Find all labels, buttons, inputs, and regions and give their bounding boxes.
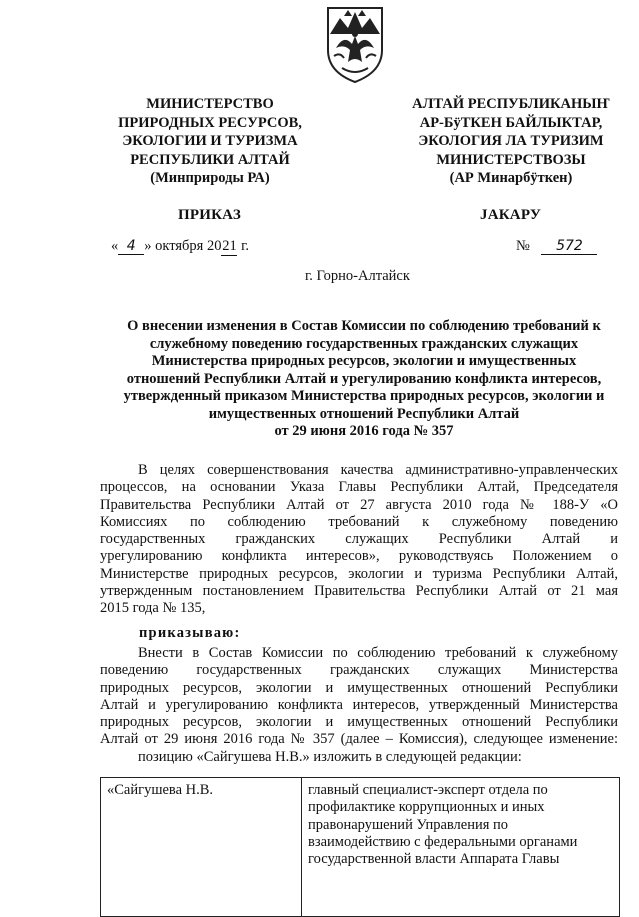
header-line: МИНИСТЕРСТВОЗЫ <box>436 151 586 168</box>
header-line: (АР Минарбÿткен) <box>449 170 573 186</box>
header-line: ЭКОЛОГИИ И ТУРИЗМА <box>122 133 298 149</box>
title-line: О внесении изменения в Состав Комиссии по соблюдению требований к <box>127 318 601 334</box>
date-day: 4 <box>118 238 144 255</box>
paragraph-line: Правительства Республики Алтай от 27 августа 2010 года № 188-У «О <box>100 496 618 513</box>
paragraph-line: утвержденным постановлением Правительства Республики Алтай от 21 мая <box>100 583 618 600</box>
paragraph-line: процессов, на основании Указа Главы Республики Алтай, Председателя <box>100 479 618 496</box>
date-year-suffix: 21 <box>222 238 237 254</box>
city: г. Горно-Алтайск <box>305 268 410 284</box>
position-line: профилактике коррупционных и иных <box>308 799 545 816</box>
member-name-cell: «Сайгушева Н.В. <box>101 778 302 917</box>
order-number <box>516 238 597 255</box>
document-title <box>100 318 628 441</box>
commission-member-table <box>100 777 620 917</box>
header-line: АР-БÿТКЕН БАЙЛЫКТАР, <box>419 114 603 131</box>
title-line: утвержденный приказом Министерства природных ресурсов, экологии и <box>123 388 605 404</box>
title-line: отношений Республики Алтай и урегулированию конфликта интересов, <box>126 370 602 387</box>
paragraph-line: природных ресурсов, экологии и имущественных отношений Республики <box>100 679 618 696</box>
order-date <box>111 238 249 256</box>
number-value: 572 <box>541 238 597 255</box>
paragraph-line: В целях совершенствования качества административно-управленческих <box>138 462 618 478</box>
title-line: имущественных отношений Республики Алтай <box>208 405 520 422</box>
paragraph-line: поведению государственных гражданских служащих Министерства <box>100 662 618 679</box>
date-year-mark: г. <box>241 238 250 254</box>
date-month: октября <box>155 238 204 254</box>
header-line: МИНИСТЕРСТВО <box>146 96 274 112</box>
paragraph-line: Комиссиях по соблюдению требований к служебному поведению <box>100 513 618 530</box>
header-line: ЭКОЛОГИЯ ЛА ТУРИЗИМ <box>418 133 604 149</box>
header-line: АЛТАЙ РЕСПУБЛИКАНЫҤ <box>412 96 610 112</box>
order-word: приказываю: <box>139 625 241 641</box>
paragraph-line: 2015 года № 135, <box>100 600 206 617</box>
paragraph-line: природных ресурсов, экологии и имущественных отношений Республики <box>100 714 618 731</box>
amendment-paragraph <box>100 645 618 766</box>
paragraph-line: Министерстве природных ресурсов, экологии и туризма Республики Алтай, <box>100 565 618 582</box>
position-line: взаимодействию с федеральными органами <box>308 833 578 850</box>
paragraph-line: урегулированию конфликта интересов», руководствуясь Положением о <box>100 548 618 565</box>
paragraph-line: Внести в Состав Комиссии по соблюдению требований к служебному <box>138 645 618 661</box>
header-line: (Минприроды РА) <box>150 170 270 186</box>
doc-type-altai: JАКАРУ <box>480 207 542 223</box>
header-line: РЕСПУБЛИКИ АЛТАЙ <box>130 151 290 168</box>
position-line: главный специалист-эксперт отдела по <box>308 782 548 798</box>
preamble-paragraph <box>100 462 618 618</box>
number-label: № <box>516 238 530 254</box>
paragraph-line: Алтай от 29 июня 2016 года № 357 (далее – Комиссия), следующее изменение: <box>100 731 618 748</box>
title-line: служебному поведению государственных гражданских служащих <box>149 335 579 352</box>
title-line: Министерства природных ресурсов, экологии и имущественных <box>151 353 577 369</box>
altai-republic-emblem-icon <box>322 4 388 84</box>
ministry-header-altai <box>396 95 626 188</box>
position-line: государственной власти Аппарата Главы <box>308 851 560 868</box>
position-line: правонарушений Управления по <box>308 816 509 833</box>
header-line: ПРИРОДНЫХ РЕСУРСОВ, <box>118 114 302 131</box>
paragraph-line: позицию «Сайгушева Н.В.» изложить в следующей редакции: <box>138 748 522 765</box>
paragraph-line: Алтай и урегулированию конфликта интересов, утвержденный Министерства <box>100 696 618 713</box>
date-open-quote: « <box>111 238 119 254</box>
member-position-cell <box>302 778 620 917</box>
title-line: от 29 июня 2016 года № 357 <box>274 423 454 439</box>
date-year-prefix: 20 <box>206 238 222 254</box>
ministry-header-russian <box>95 95 325 188</box>
date-close-quote: » <box>144 238 152 254</box>
paragraph-line: государственных гражданских служащих Республики Алтай и <box>100 531 618 548</box>
doc-type-russian: ПРИКАЗ <box>178 207 241 223</box>
table-row <box>101 778 620 917</box>
